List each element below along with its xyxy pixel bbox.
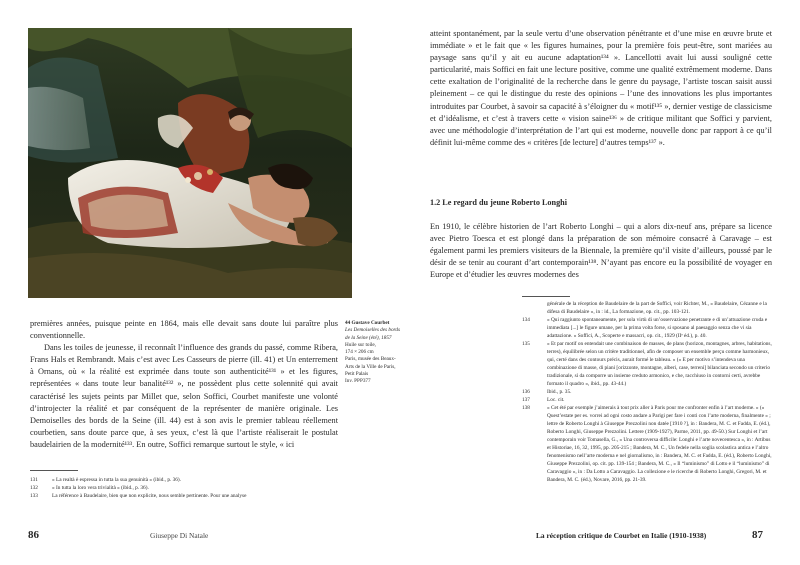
footnote-number: 131 — [30, 477, 38, 483]
footnote-text: « Cet été par exemple j’aimerais à tout prix aller à Paris pour me confronter enfin à l’art moderne. » (« Quest’estate per es. vorrei ad ogni costo andare a Parigi per fare i conti con l’arte moderna, finalmente » ; lettre de Roberto Longhi à Giuseppe Prezzolini non datée [1910 ?], in : Bandera, M. C. et Fadda, E. (éd.), Roberto Longhi, Giuseppe Prezzolini. Lettere (1909-1927), Parme, 2011, pp. 49-50.) Sur Longhi et l’art contemporain voir Tomasella, G., « Una controversa difficile: Longhi e l’arte novecentesca », in : Artibus et Historiae, 16, 32, 1995, pp. 205-215 ; Bandera, M. C., Un fedele nella soglia scolastica antica e l’altro fenomenismo nell’arte moderna e nel giornalismo, in : Bandera, M. C. et Fadda, E. (éd.), Roberto Longhi, Giuseppe Prezzolini, op. cit. pp. 139-154 ; Bandera, M. C., « Il “luminismo” di Lotto e il “luminismo” di Caravaggio », in : Da Lotto a Caravaggio. La collezione e le ricerche di Roberto Longhi, Gregori, M. et Bandera, M. C. (éd.), Novare, 2016, pp. 21-39. — [547, 405, 772, 483]
caption-line: de la Seine (été), 1857 — [345, 334, 392, 341]
caption-line: Huile sur toile, — [345, 341, 376, 348]
caption-line: Petit Palais — [345, 371, 369, 378]
footnote — [30, 492, 360, 500]
caption-line: 174 × 206 cm — [345, 349, 374, 356]
footnote — [522, 404, 772, 484]
footnote — [522, 316, 772, 340]
caption-line: Les Demoiselles des bords — [345, 327, 400, 334]
footnote — [522, 340, 772, 388]
footnote-text: « Qui raggiunto spontaneamente, per sola virtù di un’osservazione penetrante e di un’attuazione cruda e immediata [...] le figure umane, per la prima volta forse, si sposano al paesaggio senza che vi sia adattazione. » Soffici, A., Scoperte e massacri, op. cit., 1929 (IIᵉ éd.), p. 40. — [547, 317, 768, 339]
footnote-number — [522, 300, 547, 316]
footnote — [522, 300, 772, 316]
footnote — [30, 476, 360, 484]
footnote-text: « La realtà è espressa in tutta la sua genuinità » (ibid., p. 36). — [52, 477, 181, 483]
left-body-text — [30, 318, 338, 451]
page-number-left: 86 — [28, 529, 39, 541]
right-body-text — [430, 221, 772, 281]
footnote-divider — [30, 470, 78, 471]
footnote — [522, 396, 772, 404]
right-footnotes — [522, 300, 772, 484]
left-footnotes — [30, 476, 360, 501]
caption-line: Paris, musée des Beaux- — [345, 356, 396, 363]
footnote-text: « Et par motif on entendait une combinaison de masses, de plans (horizon, montagnes, arbres, habitations, terres), équilibrée selon un critère traditionnel, afin de composer un ensemble perçu comme harmonieux, qui, certé dans des contours précis, aurait formé le tableau. » (« E per motivo s’intendeva una combinazione di masse, di piani [orizzonte, montagne, alberi, case, terreni] bilanciata secondo un criterio tradizionale, sì da comporre un insieme creduto armonico, e che, racchiuso in contorni certi, avrebbe formato il quadro », ibid., pp. 43-44.) — [547, 341, 772, 387]
left-paragraph-1: premières années, puisque peinte en 1864, mais elle devait sans doute lui paraître plus conventionnelle. — [30, 319, 338, 341]
right-paragraph-1: atteint spontanément, par la seule vertu d’une observation pénétrante et d’une mise en œuvre brute et immédiate » et le fait que « les figures humaines, pour la première fois peut-être, sont mariées au paysage sans qu’il y ait eu aucune adaptation¹³⁴ ». Lancellotti avait lui aussi souligné cette particularité, mais Soffici en fait une lecture positive, comme une qualité extrêmement moderne. Dans cette exaltation de l’originalité de la recherche dans le genre du paysage, l’artiste toscan saisit aussi pleinement – ce qui le distingue du reste des opinions – l’une des innovations les plus importantes introduites par Courbet, à savoir sa capacité à s’éloigner du « motif¹³⁵ », dernier vestige de classicisme et d’idéalisme, et c’est à travers cette « vision saine¹³⁶ » de critique militant que Soffici y parvient, avec une méthodologie d’interprétation de l’art qui est moderne, nouvelle donc par rapport à ce qu’il définit lui-même comme des « critères [de lecture] d’autres temps¹³⁷ ». — [430, 29, 772, 147]
footnote-number: 132 — [30, 485, 38, 492]
footnote — [30, 484, 360, 492]
footnote-text: « In tutta la loro vera trivialità » (ibid., p. 36). — [52, 485, 149, 492]
caption-line: Inv. PPP377 — [345, 378, 371, 385]
page-number-right: 87 — [752, 529, 763, 541]
footnote-text: Ibid., p. 35. — [547, 389, 572, 395]
footnote-number: 135 — [522, 341, 530, 347]
footnote-number: 137 — [522, 397, 530, 403]
footnote-number: 133 — [30, 493, 38, 500]
footnote-number: 134 — [522, 317, 530, 323]
section-heading: 1.2 Le regard du jeune Roberto Longhi — [430, 198, 567, 207]
footnote-text: générale de la réception de Baudelaire de la part de Soffici, voir Richter, M., « Baudelaire, Cézanne e la difesa di Baudelaire », in : id., La formazione, op. cit., pp. 103-121. — [547, 301, 767, 315]
running-author: Giuseppe Di Natale — [150, 531, 209, 540]
left-paragraph-2: Dans les toiles de jeunesse, il reconnaît l’influence des grands du passé, comme Ribera, Frans Hals et Rembrandt. Mais c’est avec Les Casseurs de pierre (ill. 41) et Un enterrement à Ornans, où « la réalité est exprimée dans toute son authenticité¹³¹ » et les figures, représentées « dans toute leur banalité¹³² », ne possèdent plus cette solennité qui avait caractérisé les sujets peints par Millet que, selon Soffici, Courbet manifeste une volonté d’introjecter la réalité et par conséquent de la représenter de manière originale. Les Demoiselles des bords de la Seine (ill. 44) est à son avis le premier tableau réellement courbetien, sans doute parce que, à ses yeux, c’est là que l’artiste réaliserait le postulat baudelairien de la modernité¹³³. En outre, Soffici remarque surtout le style, « ici — [30, 343, 338, 449]
footnote-text: La référence à Baudelaire, bien que non explicite, nous semble pertinente. Pour une analyse — [52, 493, 247, 500]
right-paragraph-2: En 1910, le célèbre historien de l’art Roberto Longhi – qui a alors dix-neuf ans, prépare sa licence avec Pietro Toesca et est plongé dans la préparation de son mémoire consacré à Caravage – est également parmi les premiers visiteurs de la Biennale, la première qu’il visite d’ailleurs, poussé par le désir de se tenir au courant d’art contemporain¹³⁸. N’ayant pas encore eu la possibilité de voyager en Europe et d’étudier les œuvres modernes des — [430, 222, 772, 280]
caption-title: 44 Gustave Courbet — [345, 320, 390, 326]
footnote-number: 136 — [522, 389, 530, 395]
figure-caption — [345, 320, 403, 386]
running-title: La réception critique de Courbet en Italie (1910-1938) — [536, 531, 707, 540]
footnote — [522, 388, 772, 396]
right-body-text-top — [430, 28, 772, 149]
footnote-text: Loc. cit. — [547, 397, 565, 403]
footnote-number: 138 — [522, 405, 530, 411]
caption-line: Arts de la Ville de Paris, — [345, 363, 396, 370]
footnote-divider — [522, 296, 570, 297]
painting-les-demoiselles — [28, 28, 352, 298]
